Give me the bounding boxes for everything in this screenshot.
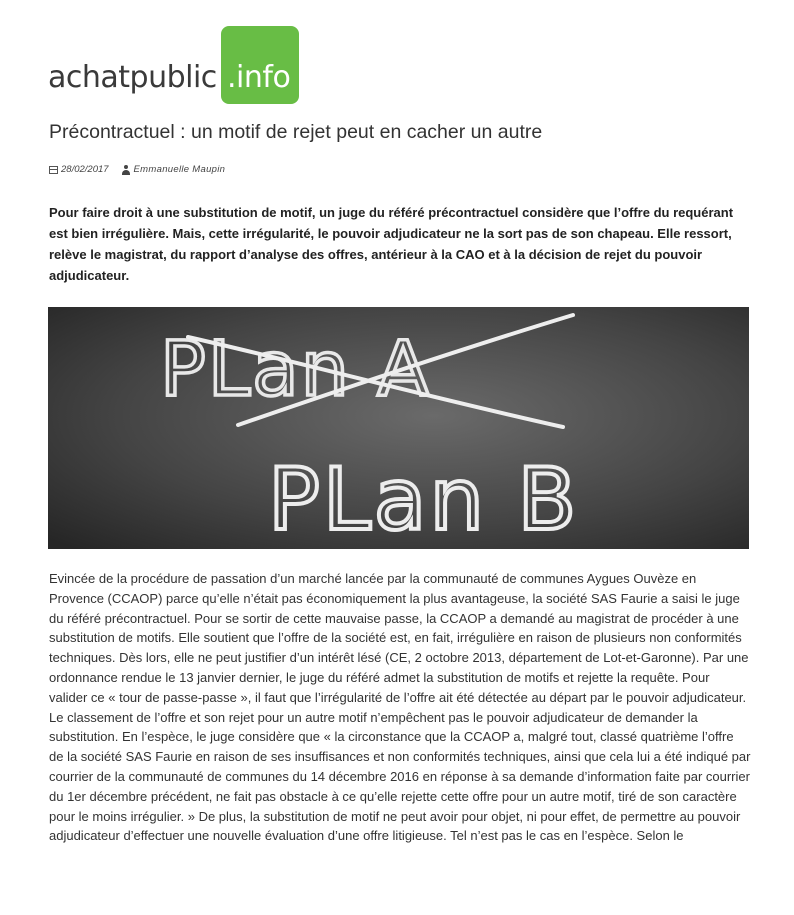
site-logo[interactable] (48, 26, 308, 104)
article-meta (49, 164, 225, 175)
image-plan-a-text: PLan A (160, 324, 432, 413)
article-body: Evincée de la procédure de passation d’un marché lancée par la communauté de communes Aygues Ouvèze en Provence (CCAOP) parce qu’elle n’était pas économiquement la plus avantageuse, la société SAS Faurie a saisi le juge du référé précontractuel. Pour se sortir de cette mauvaise passe, la CCAOP a demandé au magistrat de procéder à une substitution de motifs. Elle soutient que l’offre de la société est, en fait, irrégulière en raison de plusieurs non conformités techniques. Dès lors, elle ne peut justifier d’un intérêt lésé (CE, 2 octobre 2013, département de Lot-et-Garonne). Par une ordonnance rendue le 13 janvier dernier, le juge du référé admet la substitution de motifs et rejette la requête. Pour valider ce « tour de passe-passe », il faut que l’irrégularité de l’offre ait été détectée au départ par le pouvoir adjudicateur. Le classement de l’offre et son rejet pour un autre motif n’empêchent pas le pouvoir adjudicateur de demander la substitution. En l’espèce, le juge considère que « la circonstance que la CCAOP a, malgré tout, classé quatrième l’offre de la société SAS Faurie en raison de ses insuffisances et non conformités techniques, ainsi que cela lui a été indiqué par courrier de la communauté de communes du 14 décembre 2016 en réponse à sa demande d’information faite par courrier du 1er décembre précédent, ne fait pas obstacle à ce qu’elle rejette cette offre pour un autre motif, tiré de son caractère pour le moins irrégulier. » De plus, la substitution de motif ne peut avoir pour objet, ni pour effet, de permettre au pouvoir adjudicateur d’effectuer une nouvelle évaluation d’une offre litigieuse. Tel n’est pas le cas en l’espèce. Selon le (49, 571, 751, 844)
article-title: Précontractuel : un motif de rejet peut en cacher un autre (49, 121, 543, 143)
logo-suffix: .info (227, 60, 291, 95)
logo-wordmark: achatpublic (48, 60, 217, 95)
image-plan-b-text: PLan B (268, 450, 580, 549)
article-image (48, 307, 749, 549)
calendar-icon (49, 166, 58, 174)
article-lead: Pour faire droit à une substitution de motif, un juge du référé précontractuel considère que l’offre du requérant est bien irrégulière. Mais, cette irrégularité, le pouvoir adjudicateur ne la sort pas de son chapeau. Elle ressort, relève le magistrat, du rapport d’analyse des offres, antérieur à la CAO et à la décision de rejet du pouvoir adjudicateur. (49, 205, 734, 283)
user-icon (121, 165, 131, 175)
logo-badge (221, 26, 299, 104)
article-author[interactable]: Emmanuelle Maupin (133, 164, 226, 175)
article-date: 28/02/2017 (61, 164, 109, 175)
